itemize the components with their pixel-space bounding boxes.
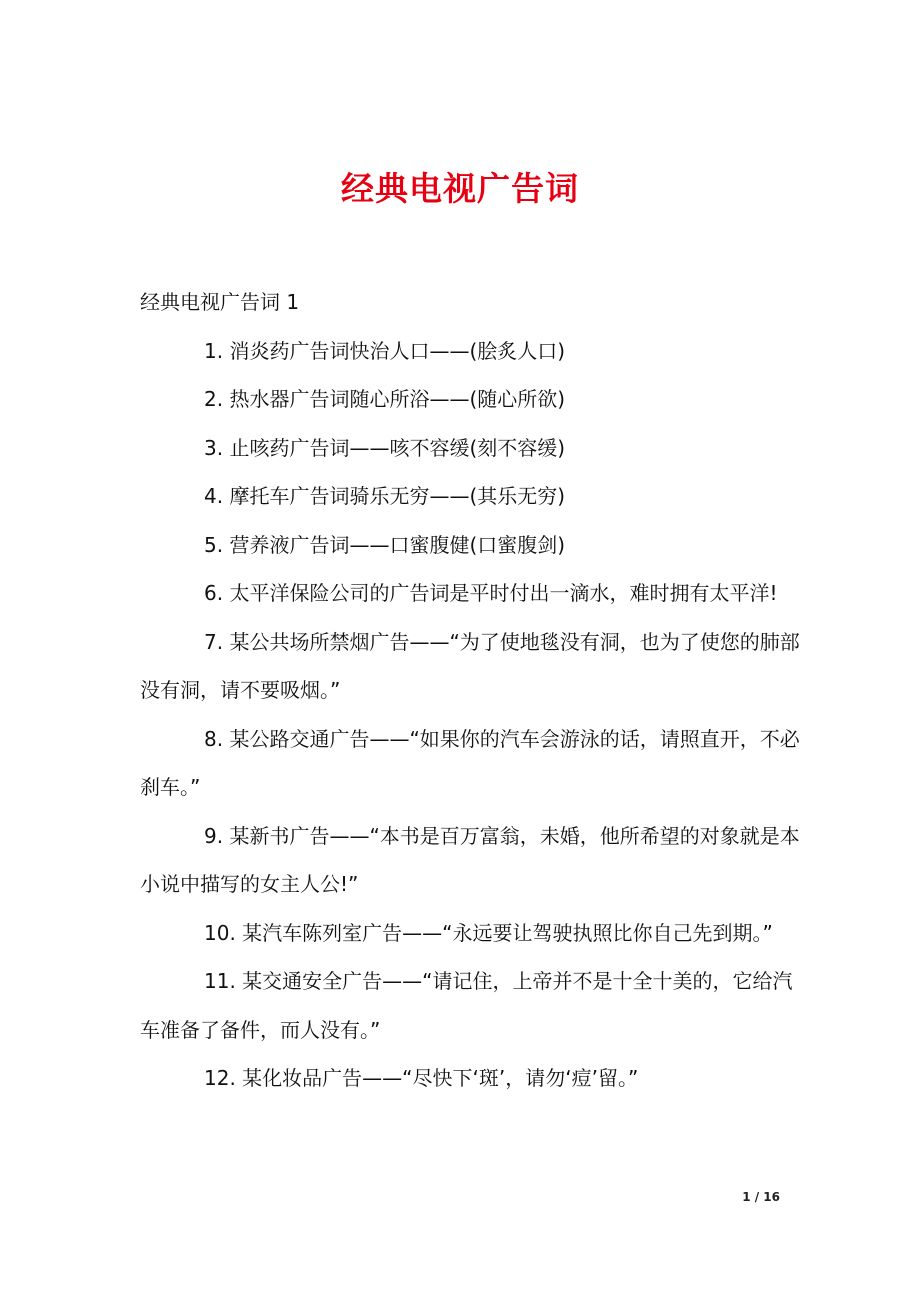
- list-item: 10. 某汽车陈列室广告——“永远要让驾驶执照比你自己先到期。”: [204, 920, 773, 945]
- page-number: 1 / 16: [742, 1190, 780, 1204]
- list-item: 7. 某公共场所禁烟广告——“为了使地毯没有洞，也为了使您的肺部没有洞，请不要吸烟。”: [140, 629, 800, 702]
- list-item: 3. 止咳药广告词——咳不容缓(刻不容缓): [204, 435, 566, 460]
- list-item: 4. 摩托车广告词骑乐无穷——(其乐无穷): [204, 484, 566, 508]
- list-item: 12. 某化妆品广告——“尽快下‘斑’，请勿‘痘’留。”: [204, 1066, 639, 1090]
- document-body: [140, 278, 800, 1103]
- list-item: 11. 某交通安全广告——“请记住，上帝并不是十全十美的，它给汽车准备了备件，而人没有。”: [140, 969, 793, 1042]
- document-title: 经典电视广告词: [341, 169, 579, 209]
- list-item: 9. 某新书广告——“本书是百万富翁，未婚，他所希望的对象就是本小说中描写的女主人公!”: [140, 823, 800, 896]
- list-item: 8. 某公路交通广告——“如果你的汽车会游泳的话，请照直开，不必刹车。”: [140, 726, 800, 799]
- list-item: 2. 热水器广告词随心所浴——(随心所欲): [204, 387, 566, 411]
- list-item: 6. 太平洋保险公司的广告词是平时付出一滴水，难时拥有太平洋!: [204, 581, 778, 605]
- section-heading: 经典电视广告词 1: [140, 290, 300, 314]
- list-item: 5. 营养液广告词——口蜜腹健(口蜜腹剑): [204, 532, 566, 557]
- list-item: 1. 消炎药广告词快治人口——(脍炙人口): [204, 338, 566, 363]
